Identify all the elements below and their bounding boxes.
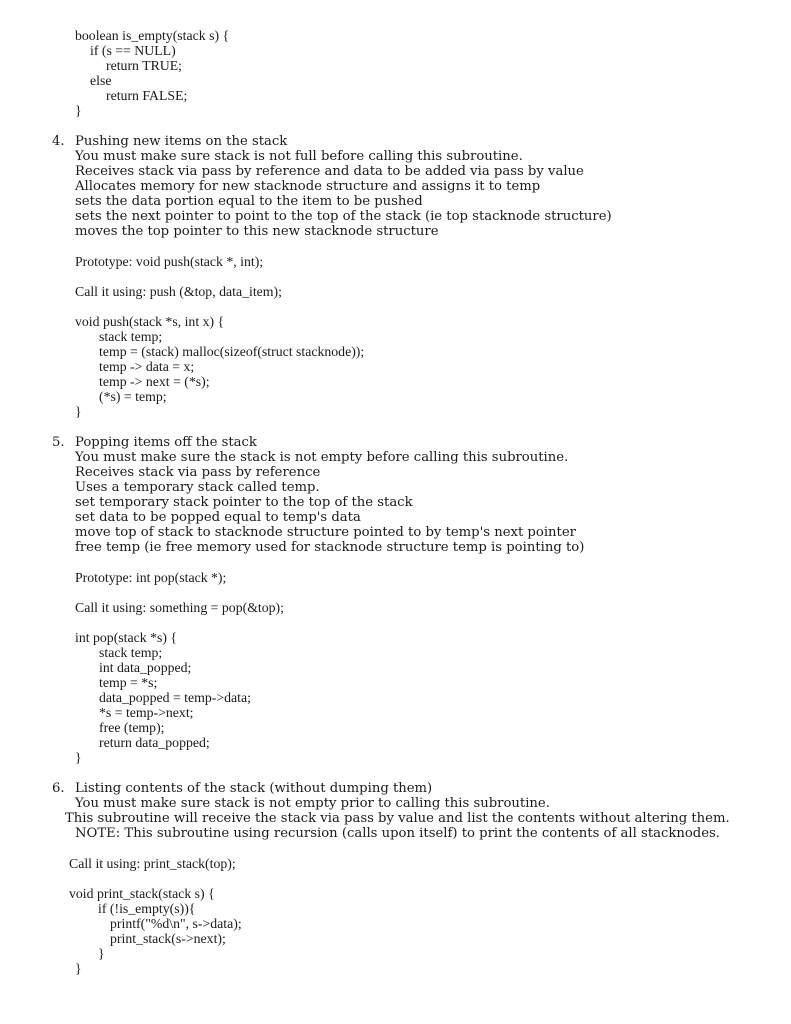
code-line: printf("%d\n", s->data); <box>110 916 242 931</box>
code-line: data_popped = temp->data; <box>99 690 251 705</box>
code-line: int data_popped; <box>99 660 192 675</box>
body-line: This subroutine will receive the stack via pass by value and list the contents without altering them. <box>65 811 730 826</box>
body-line: NOTE: This subroutine using recursion (calls upon itself) to print the contents of all stacknodes. <box>75 826 720 841</box>
body-line: sets the next pointer to point to the top of the stack (ie top stacknode structure) <box>75 209 612 224</box>
code-line: stack temp; <box>99 645 163 660</box>
section-heading: Listing contents of the stack (without dumping them) <box>75 781 433 796</box>
code-line: } <box>98 946 105 961</box>
section-number: 5. <box>52 435 65 450</box>
body-line: set data to be popped equal to temp's data <box>75 510 361 525</box>
code-line: } <box>75 961 82 976</box>
code-line: boolean is_empty(stack s) { <box>75 28 230 43</box>
code-line: int pop(stack *s) { <box>75 630 178 645</box>
code-line: } <box>75 404 82 419</box>
body-line: move top of stack to stacknode structure pointed to by temp's next pointer <box>75 525 576 540</box>
body-line: You must make sure stack is not empty prior to calling this subroutine. <box>75 796 550 811</box>
body-line: Receives stack via pass by reference and data to be added via pass by value <box>75 164 584 179</box>
prototype-line: Prototype: int pop(stack *); <box>75 570 227 585</box>
body-line: moves the top pointer to this new stacknode structure <box>75 224 439 239</box>
code-line: void push(stack *s, int x) { <box>75 314 225 329</box>
call-line: Call it using: print_stack(top); <box>69 856 236 871</box>
prototype-line: Prototype: void push(stack *, int); <box>75 254 264 269</box>
code-line: stack temp; <box>99 329 163 344</box>
code-line: return TRUE; <box>106 58 182 73</box>
code-line: temp = (stack) malloc(sizeof(struct stacknode)); <box>99 344 365 359</box>
body-line: set temporary stack pointer to the top of the stack <box>75 495 413 510</box>
code-line: } <box>75 750 82 765</box>
code-line: if (!is_empty(s)){ <box>98 901 196 916</box>
code-line: return FALSE; <box>106 88 188 103</box>
code-line: temp -> next = (*s); <box>99 374 210 389</box>
body-line: Allocates memory for new stacknode structure and assigns it to temp <box>75 179 541 194</box>
body-line: Receives stack via pass by reference <box>75 465 321 480</box>
code-line: if (s == NULL) <box>90 43 176 58</box>
code-line: temp = *s; <box>99 675 158 690</box>
code-line: temp -> data = x; <box>99 359 195 374</box>
code-line: free (temp); <box>99 720 165 735</box>
section-number: 6. <box>52 781 65 796</box>
body-line: sets the data portion equal to the item to be pushed <box>75 194 423 209</box>
body-line: Uses a temporary stack called temp. <box>75 480 320 495</box>
call-line: Call it using: something = pop(&top); <box>75 600 284 615</box>
code-line: *s = temp->next; <box>99 705 194 720</box>
code-line: void print_stack(stack s) { <box>69 886 215 901</box>
code-line: } <box>75 103 82 118</box>
section-heading: Pushing new items on the stack <box>75 134 288 149</box>
code-line: (*s) = temp; <box>99 389 167 404</box>
section-number: 4. <box>52 134 65 149</box>
body-line: You must make sure the stack is not empty before calling this subroutine. <box>75 450 569 465</box>
section-heading: Popping items off the stack <box>75 435 257 450</box>
call-line: Call it using: push (&top, data_item); <box>75 284 282 299</box>
body-line: You must make sure stack is not full before calling this subroutine. <box>75 149 523 164</box>
body-line: free temp (ie free memory used for stacknode structure temp is pointing to) <box>75 540 585 555</box>
code-line: print_stack(s->next); <box>110 931 226 946</box>
code-line: else <box>90 73 112 88</box>
code-line: return data_popped; <box>99 735 210 750</box>
